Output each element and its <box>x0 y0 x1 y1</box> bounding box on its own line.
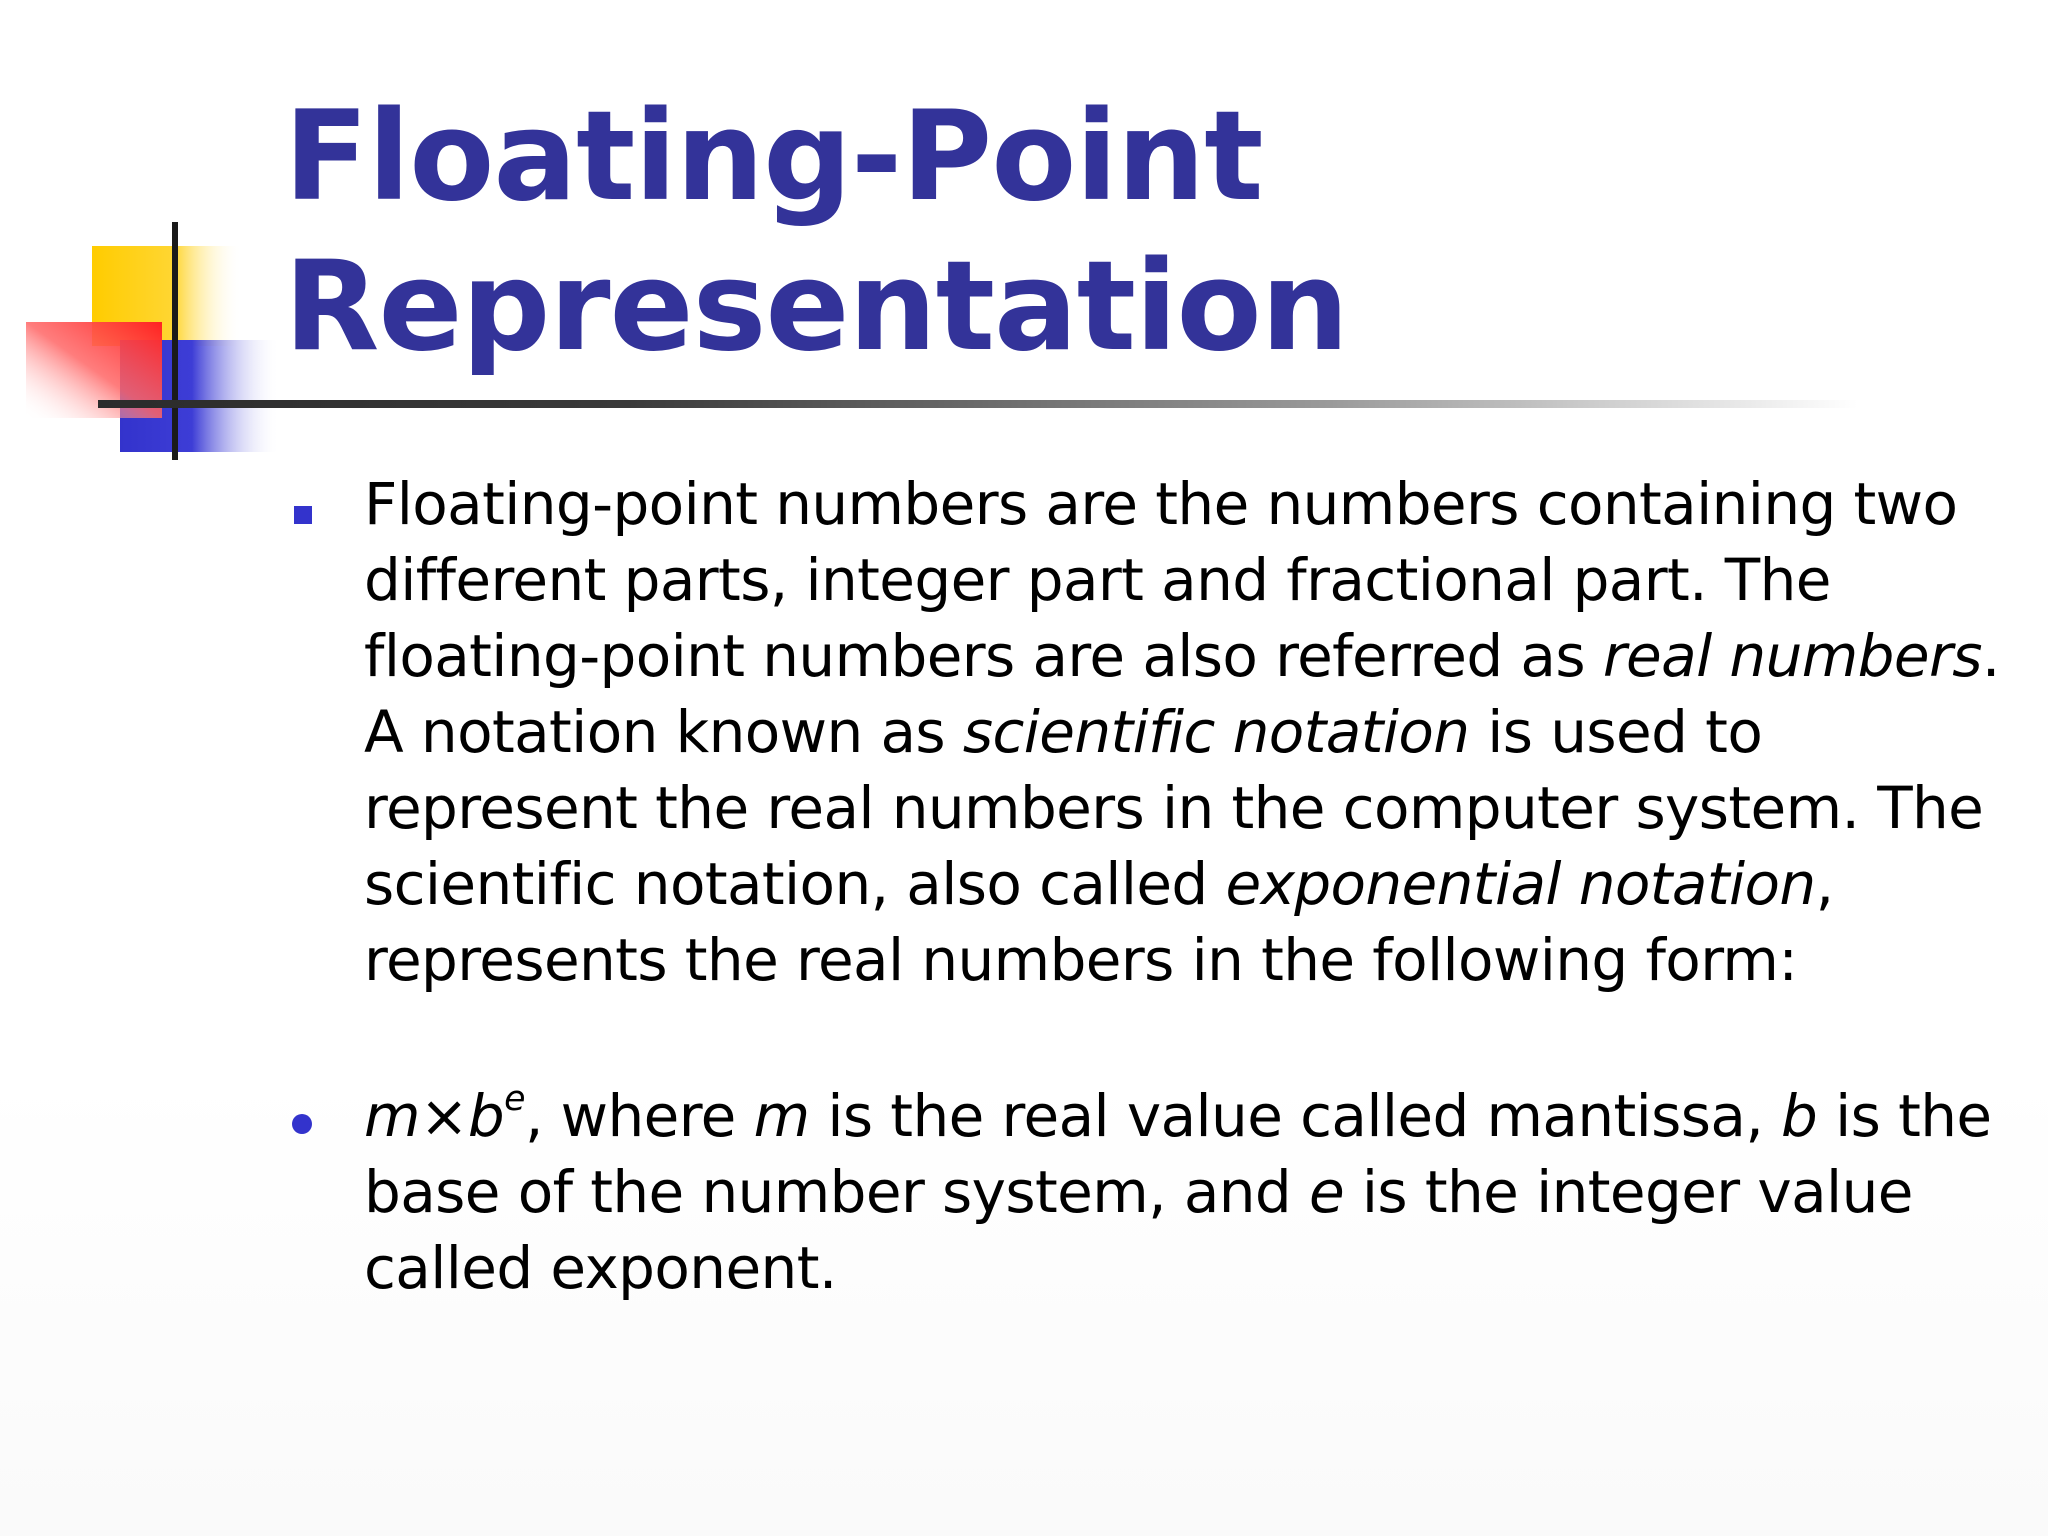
round-bullet-icon <box>292 1114 312 1134</box>
text-line: scientific notation, also called exponential notation, <box>364 850 1834 918</box>
text-line: Floating-point numbers are the numbers containing two <box>364 470 1958 538</box>
formula-exponent-e: e <box>504 1078 525 1119</box>
corner-decoration <box>0 0 320 480</box>
bullet-item-formula <box>280 1078 1992 1306</box>
square-bullet-icon <box>294 506 312 524</box>
slide-body <box>280 466 2000 1306</box>
slide-title <box>284 82 1844 382</box>
title-line-1: Floating-Point <box>284 85 1263 229</box>
text-line: called exponent. <box>364 1234 837 1302</box>
text-line: floating-point numbers are also referred as real numbers. <box>364 622 2000 690</box>
title-line-2: Representation <box>284 235 1348 379</box>
term-real-numbers: real numbers <box>1602 622 1982 690</box>
text-line: represent the real numbers in the computer system. The <box>364 774 1984 842</box>
times-symbol: × <box>419 1082 468 1150</box>
formula-b: b <box>467 1082 505 1150</box>
term-scientific-notation: scientific notation <box>962 698 1470 766</box>
text-line: base of the number system, and e is the integer value <box>364 1158 1913 1226</box>
text-line: $m\times b^e$, where m is the real value called mantissa, b is the <box>364 1078 1992 1150</box>
title-divider-line <box>98 400 1858 408</box>
formula-m: m <box>364 1082 420 1150</box>
term-exponential-notation: exponential notation <box>1225 850 1816 918</box>
text-line: A notation known as scientific notation is used to <box>364 698 1763 766</box>
deco-vertical-line <box>172 222 178 460</box>
text-line: represents the real numbers in the following form: <box>364 926 1798 994</box>
bullet-item-definition <box>280 466 2000 998</box>
text-line: different parts, integer part and fractional part. The <box>364 546 1831 614</box>
